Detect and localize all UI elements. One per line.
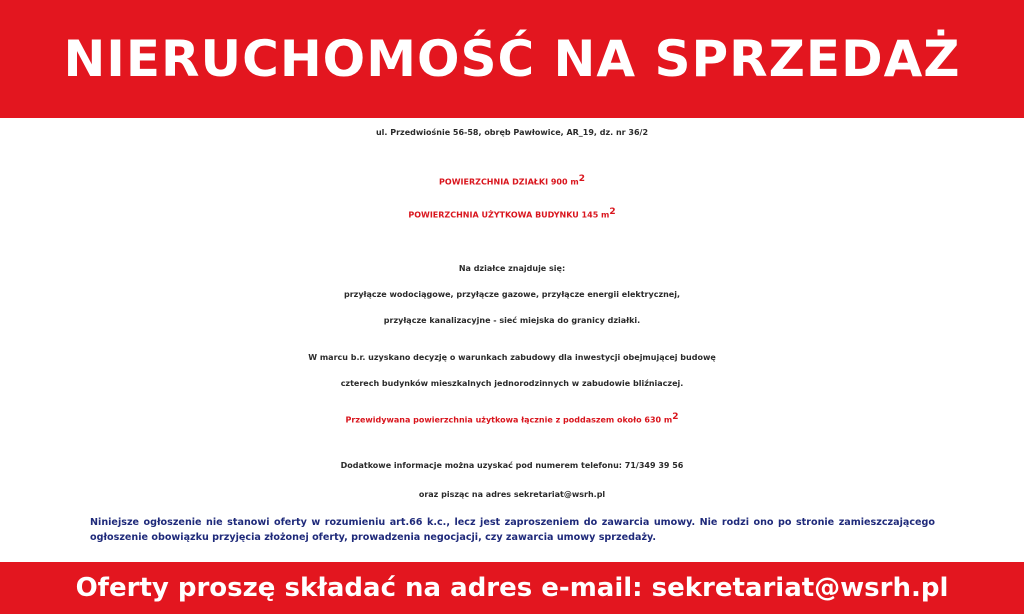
utilities-heading: Na działce znajduje się: [458, 264, 566, 273]
building-area-text: POWIERZCHNIA UŻYTKOWA BUDYNKU 145 m [408, 210, 610, 220]
plot-area-unit-sup: 2 [578, 174, 585, 184]
contact-phone-line: Dodatkowe informacje można uzyskać pod numerem telefonu: 71/349 39 56 [340, 461, 684, 470]
decision-line-1: W marcu b.r. uzyskano decyzję o warunkach zabudowy dla inwestycji obejmującej budowę [308, 353, 716, 362]
decision-line-2: czterech budynków mieszkalnych jednorodzinnych w zabudowie bliźniaczej. [340, 379, 684, 388]
decision-section [0, 345, 1024, 397]
building-area-unit-sup: 2 [609, 207, 616, 217]
property-address: ul. Przedwiośnie 56-58, obręb Pawłowice, AR_19, dz. nr 36/2 [375, 128, 649, 137]
utilities-line-2: przyłącze kanalizacyjne - sieć miejska do granicy działki. [383, 316, 641, 325]
utilities-section [0, 256, 1024, 334]
contact-email-line: oraz pisząc na adres sekretariat@wsrh.pl [418, 490, 606, 499]
page-title: NIERUCHOMOŚĆ NA SPRZEDAŻ [63, 30, 961, 88]
plot-area-text: POWIERZCHNIA DZIAŁKI 900 m [439, 177, 579, 187]
legal-disclaimer: Niniejsze ogłoszenie nie stanowi oferty w rozumieniu art.66 k.c., lecz jest zaproszeniem do zawarcia umowy. Nie rodzi ono po stronie zamieszczającego ogłoszenie obowiązku przyjęcia złożonej oferty, prowadzenia negocjacji, czy zawarcia umowy sprzedaży. [90, 517, 935, 543]
building-area [0, 207, 1024, 220]
utilities-line-1: przyłącze wodociągowe, przyłącze gazowe, przyłącze energii elektrycznej, [343, 290, 681, 299]
contact-section [0, 451, 1024, 509]
footer-banner [0, 562, 1024, 614]
footer-offer-text: Oferty proszę składać na adres e-mail: sekretariat@wsrh.pl [75, 573, 949, 603]
planned-area-unit-sup: 2 [672, 412, 679, 422]
plot-area [0, 174, 1024, 187]
planned-area [0, 412, 1024, 425]
planned-area-text: Przewidywana powierzchnia użytkowa łącznie z poddaszem około 630 m [345, 415, 673, 425]
header-banner [0, 0, 1024, 118]
